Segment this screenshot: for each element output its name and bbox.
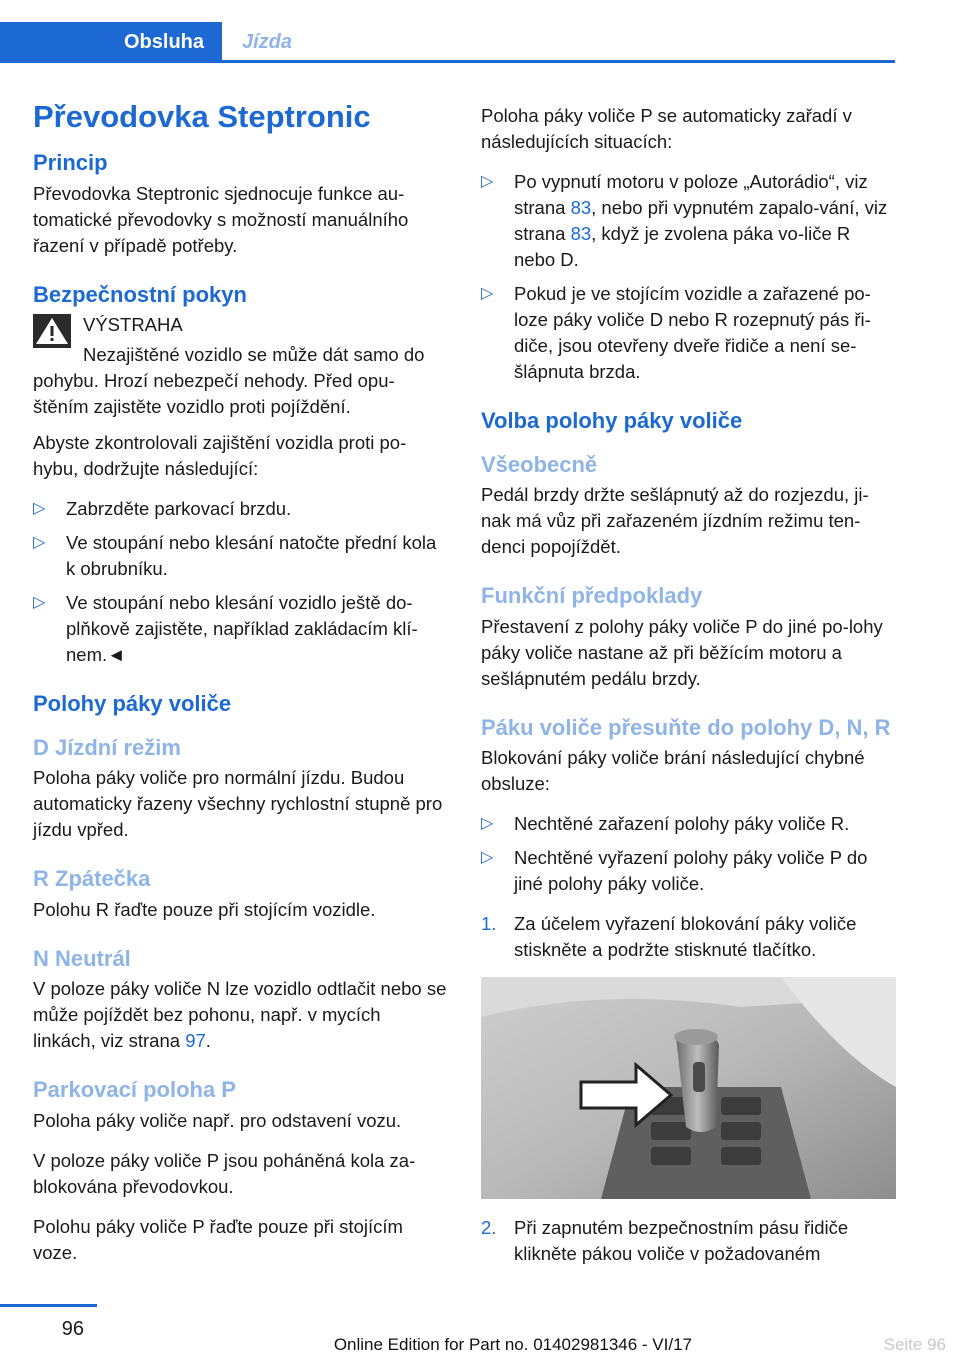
warning-text: Nezajištěné vozidlo se může dát samo do pohybu. Hrozí nebezpečí nehody. Před opu-štěním zajistěte vozidlo proti pojíždění. — [33, 344, 425, 418]
heading-safety: Bezpečnostní pokyn — [33, 281, 247, 307]
triangle-bullet-icon: ▷ — [481, 815, 494, 832]
tab-jizda[interactable]: Jízda — [242, 30, 293, 53]
page-link[interactable]: 83 — [570, 223, 592, 244]
subsection-move — [481, 714, 896, 1268]
list-item: ▷ Nechtěné vyřazení polohy páky voliče P do jiné polohy páky voliče. — [481, 847, 868, 894]
subsection-general — [481, 451, 896, 561]
list-item: ▷ Ve stoupání nebo klesání vozidlo ještě do-plňkově zajistěte, například zakládacím klí-nem.◄ — [33, 592, 418, 666]
list-item: ▷ Pokud je ve stojícím vozidle a zařazené po-loze páky voliče D nebo R rozepnutý pás ři-diče, jsou otevřeny dveře řidiče a není se-šlápnuta brzda. — [481, 283, 871, 382]
heading-principle: Princip — [33, 150, 108, 176]
heading-positions: Polohy páky voliče — [33, 691, 232, 717]
list-item: ▷ Po vypnutí motoru v poloze „Autorádio“, viz strana 83, nebo při vypnutém zapalo-vání, viz strana 83, když je zvolena páka vo-liče R nebo D. — [481, 171, 888, 270]
text-park-3: Polohu páky voliče P řaďte pouze při stojícím voze. — [33, 1215, 403, 1263]
text-park-2: V poloze páky voliče P jsou poháněná kola za-blokována převodovkou. — [33, 1149, 416, 1197]
chapter-tabbar — [0, 0, 895, 62]
subsection-reverse — [33, 865, 448, 923]
triangle-bullet-icon: ▷ — [33, 534, 46, 552]
page-link[interactable]: 83 — [570, 197, 592, 218]
section-safety — [33, 281, 448, 669]
steps-list-continued — [481, 1215, 896, 1267]
heading-drive: D Jízdní režim — [33, 734, 181, 760]
triangle-bullet-icon: ▷ — [481, 849, 494, 866]
text-neutral: V poloze páky voliče N lze vozidlo odtlačit nebo se může pojíždět bez pohonu, např. v mycích linkách, viz strana 97. — [33, 978, 447, 1052]
watermark-text: Seite 96 — [883, 1335, 946, 1354]
page-number-bar — [0, 1304, 97, 1307]
text-drive: Poloha páky voliče pro normální jízdu. Budou automaticky řazeny všechny rychlostní stupně pro jízdu vpřed. — [33, 767, 443, 841]
step-number: 1. — [481, 913, 497, 934]
heading-prereq: Funkční předpoklady — [481, 583, 703, 608]
heading-park: Parkovací poloha P — [33, 1077, 236, 1103]
steps-list — [481, 911, 896, 963]
heading-move: Páku voliče přesuňte do polohy D, N, R — [481, 714, 891, 740]
page-number: 96 — [61, 1318, 84, 1340]
heading-general: Všeobecně — [481, 451, 598, 477]
list-item: ▷ Zabrzděte parkovací brzdu. — [33, 496, 448, 522]
tab-obsluha[interactable]: Obsluha — [0, 22, 222, 62]
safety-intro: Abyste zkontrolovali zajištění vozidla proti po-hybu, dodržujte následující: — [33, 432, 407, 480]
text-move: Blokování páky voliče brání následující chybné obsluze: — [481, 747, 865, 794]
warning-title: VÝSTRAHA — [83, 314, 183, 336]
left-column — [33, 98, 448, 1280]
page-link[interactable]: 97 — [185, 1030, 206, 1052]
triangle-bullet-icon: ▷ — [481, 285, 494, 302]
gear-selector-photo — [481, 977, 896, 1199]
step-item: 2. Při zapnutém bezpečnostním pásu řidiče klikněte pákou voliče v požadovaném — [481, 1217, 849, 1264]
text-prereq: Přestavení z polohy páky voliče P do jiné po-lohy páky voliče nastane až při běžícím motoru a sešlápnutém pedálu brzdy. — [481, 615, 883, 689]
tab-underline — [0, 60, 895, 63]
subsection-prereq — [481, 582, 896, 692]
subsection-neutral — [33, 945, 448, 1055]
triangle-bullet-icon: ▷ — [33, 500, 46, 518]
step-number: 2. — [481, 1217, 497, 1238]
page-title: Převodovka Steptronic — [33, 99, 371, 134]
text-principle: Převodovka Steptronic sjednocuje funkce au-tomatické převodovky s možností manuálního řazení v případě potřeby. — [33, 182, 409, 256]
move-list — [481, 811, 896, 897]
warning-triangle-icon — [33, 314, 71, 348]
subsection-drive — [33, 734, 448, 844]
text-park-1: Poloha páky voliče např. pro odstavení vozu. — [33, 1109, 402, 1131]
edition-footer: Online Edition for Part no. 01402981346 - VI/17 — [333, 1335, 692, 1354]
right-column — [481, 103, 896, 1281]
triangle-bullet-icon: ▷ — [33, 594, 46, 612]
heading-reverse: R Zpátečka — [33, 866, 151, 892]
warning-block — [33, 312, 448, 420]
section-principle — [33, 149, 448, 259]
safety-list — [33, 496, 448, 668]
section-positions — [33, 690, 448, 1266]
section-select — [481, 407, 896, 1267]
text-reverse: Polohu R řaďte pouze při stojícím vozidle. — [33, 898, 376, 920]
subsection-park — [33, 1076, 448, 1266]
text-general: Pedál brzdy držte sešlápnutý až do rozjezdu, ji-nak má vůz při zařazeném jízdním režimu ten-denci popojíždět. — [481, 484, 869, 557]
auto-park-list — [481, 169, 896, 385]
triangle-bullet-icon: ▷ — [481, 173, 494, 190]
auto-park-intro: Poloha páky voliče P se automaticky zařadí v následujících situacích: — [481, 105, 852, 152]
heading-select: Volba polohy páky voliče — [481, 408, 743, 433]
list-item: ▷ Nechtěné zařazení polohy páky voliče R. — [481, 811, 896, 837]
heading-neutral: N Neutrál — [33, 945, 131, 971]
step-item: 1. Za účelem vyřazení blokování páky voliče stiskněte a podržte stisknuté tlačítko. — [481, 913, 857, 960]
list-item: ▷ Ve stoupání nebo klesání natočte přední kola k obrubníku. — [33, 532, 437, 580]
